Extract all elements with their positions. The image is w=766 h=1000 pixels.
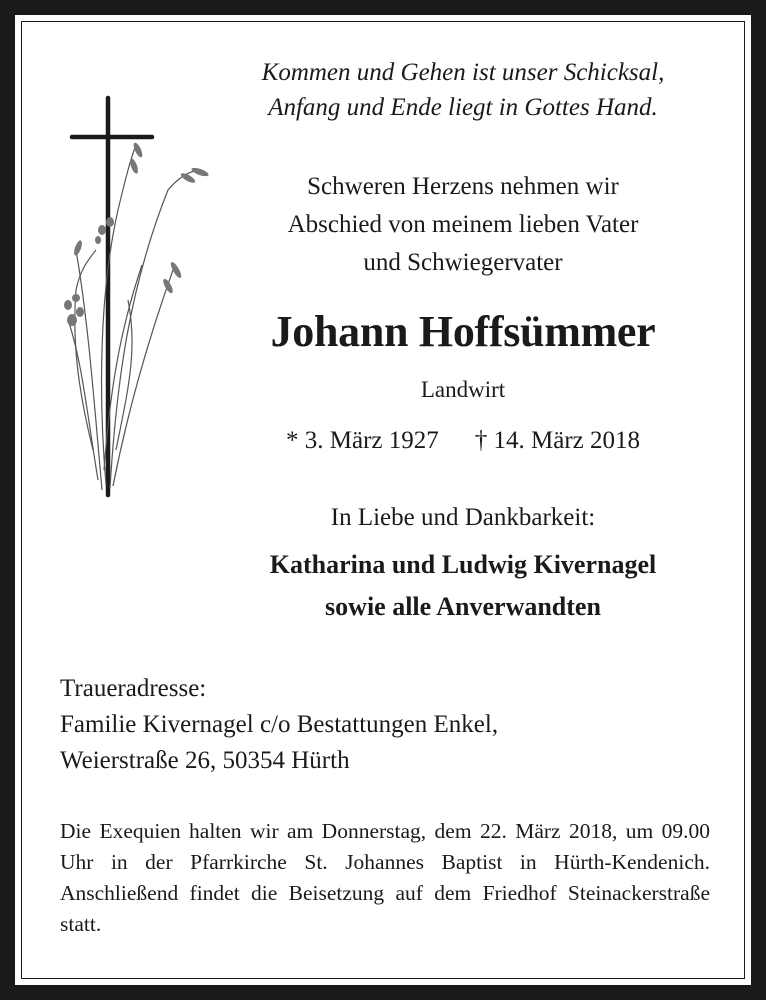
- intro-line: und Schwiegervater: [363, 249, 563, 276]
- signers: [200, 544, 726, 628]
- thanks-line: In Liebe und Dankbarkeit:: [330, 504, 596, 531]
- signer-line: Katharina und Ludwig Kivernagel: [269, 550, 657, 579]
- intro-text: [200, 168, 726, 282]
- address-line: Familie Kivernagel c/o Bestattungen Enkel,: [60, 711, 499, 738]
- birth-date: * 3. März 1927: [286, 427, 439, 454]
- signer-line: sowie alle Anverwandten: [325, 592, 601, 621]
- mourning-address: [60, 671, 498, 779]
- address-label: Traueradresse:: [60, 675, 207, 702]
- service-details: Die Exequien halten wir am Donnerstag, dem 22. März 2018, um 09.00 Uhr in der Pfarrkirche St. Johannes Baptist in Hürth-Kendenich. Anschließend findet die Beisetzung auf dem Friedhof Steinackerstraße statt.: [60, 819, 710, 936]
- cross-with-wheat-icon: [58, 90, 223, 510]
- deceased-occupation: Landwirt: [420, 377, 506, 402]
- life-dates: [200, 423, 726, 459]
- motto-line: Anfang und Ende liegt in Gottes Hand.: [268, 94, 658, 121]
- death-date: † 14. März 2018: [474, 427, 640, 454]
- deceased-name: Johann Hoffsümmer: [270, 307, 656, 356]
- address-line: Weierstraße 26, 50354 Hürth: [60, 747, 350, 774]
- motto: [200, 55, 726, 125]
- motto-line: Kommen und Gehen ist unser Schicksal,: [261, 59, 665, 86]
- intro-line: Abschied von meinem lieben Vater: [287, 211, 639, 238]
- intro-line: Schweren Herzens nehmen wir: [307, 173, 619, 200]
